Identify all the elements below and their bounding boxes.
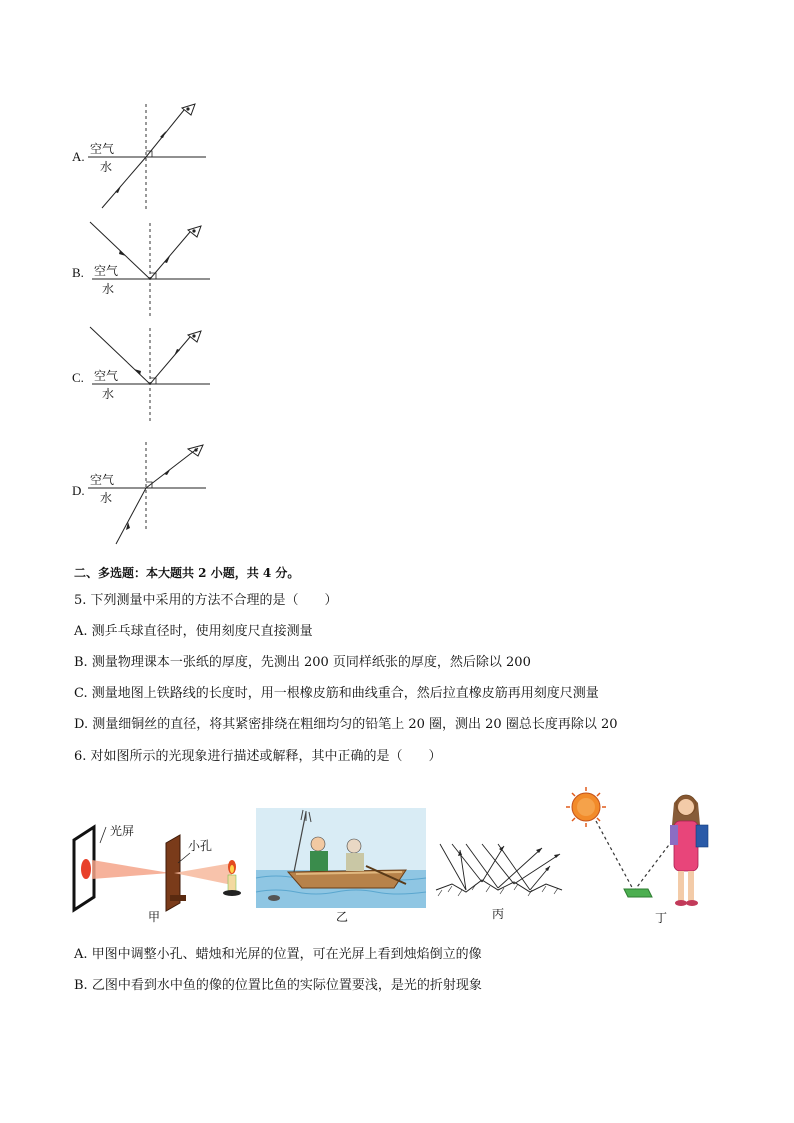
refraction-diagram [70,100,220,215]
reflection-diagram [70,220,220,320]
figure-bing [432,840,567,930]
air-label: 空气 [90,142,115,156]
option-letter: B. [72,265,84,280]
question-5-option-d: D. 测量细铜丝的直径，将其紧密排绕在粗细均匀的铅笔上 20 圈，测出 20 圈总长度再除以 20 [74,717,618,732]
water-label: 水 [100,160,113,174]
question-5-option-b: B. 测量物理课本一张纸的厚度，先测出 200 页同样纸张的厚度，然后除以 200 [74,655,531,670]
figure-ding [566,785,726,930]
figure-jia-caption: 甲 [148,910,161,924]
water-label: 水 [102,282,115,296]
screen-label: 光屏 [110,824,135,838]
question-5-option-c: C. 测量地图上铁路线的长度时，用一根橡皮筋和曲线重合，然后拉直橡皮筋再用刻度尺测量 [74,686,599,701]
air-label: 空气 [94,369,119,383]
question-5-stem: 5. 下列测量中采用的方法不合理的是（ ） [74,593,338,608]
eye-icon [182,104,195,115]
option-b-diagram [70,220,220,320]
option-c-diagram [70,325,220,425]
option-d-diagram [70,440,220,550]
option-letter: D. [72,483,85,498]
option-letter: A. [72,149,85,164]
question-6-stem: 6. 对如图所示的光现象进行描述或解释，其中正确的是（ ） [74,749,442,764]
refraction-diagram [70,440,220,550]
figure-ding-caption: 丁 [655,911,668,925]
figure-yi-caption: 乙 [336,910,349,924]
option-letter: C. [72,370,84,385]
diffuse-reflection-illustration [432,840,567,900]
sun-icon [566,787,606,827]
boat-fishing-illustration [256,808,426,908]
pinhole-camera-illustration [70,805,250,925]
hole-label: 小孔 [188,839,213,853]
eye-icon [188,331,201,342]
option-a-diagram [70,100,220,215]
water-label: 水 [102,387,115,401]
reflection-diagram [70,325,220,425]
air-label: 空气 [90,473,115,487]
figure-jia [70,805,250,925]
figure-bing-caption: 丙 [492,907,505,921]
water-label: 水 [100,491,113,505]
question-6-option-b: B. 乙图中看到水中鱼的像的位置比鱼的实际位置要浅，是光的折射现象 [74,978,482,993]
figure-yi [256,808,426,928]
section-heading: 二、多选题：本大题共 2 小题，共 4 分。 [74,566,300,580]
eye-icon [188,226,201,237]
question-5-option-a: A. 测乒乓球直径时，使用刻度尺直接测量 [74,624,313,639]
question-6-option-a: A. 甲图中调整小孔、蜡烛和光屏的位置，可在光屏上看到烛焰倒立的像 [74,947,482,962]
air-label: 空气 [94,264,119,278]
sun-book-girl-illustration [566,785,726,915]
